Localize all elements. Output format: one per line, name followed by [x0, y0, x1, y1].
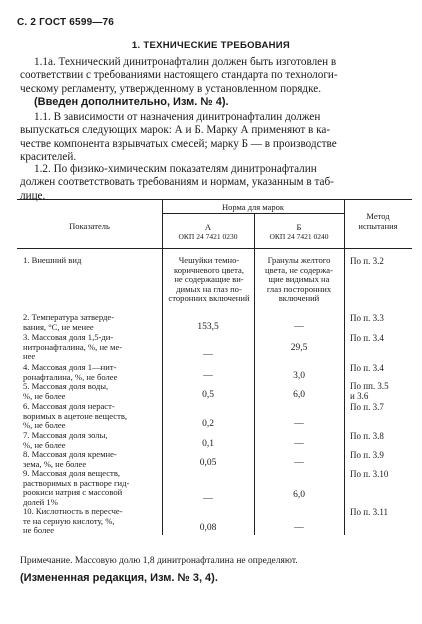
table-cell-grade-b: — [294, 419, 304, 429]
label-line: %, не более [23, 390, 66, 401]
label-line: растворимых в растворе гид- [23, 477, 130, 488]
label-line: нее [23, 351, 36, 362]
label-line: 9. Массовая доля веществ, [23, 468, 121, 478]
label-line: 3. Массовая доля 1,5-ди- [23, 332, 114, 342]
cell-line: коричневого цвета, [174, 264, 244, 275]
table-row-label [23, 450, 117, 469]
header-method-line: Метод [366, 211, 390, 221]
label-line: те на серную кислоту, %, [23, 515, 115, 526]
table-row-label [23, 431, 108, 450]
text-line: соответствии с требованиями настоящего стандарта по технологи- [20, 69, 338, 82]
paragraph-1-1 [20, 111, 402, 165]
amendment-note: (Измененная редакция, Изм. № 3, 4). [20, 572, 218, 584]
label-line: 6. Массовая доля нераст- [23, 401, 115, 411]
text-line: красителей. [20, 151, 77, 164]
table-cell-method: По п. 3.7 [350, 402, 384, 412]
table-header-rule [17, 248, 412, 249]
label-line: нитронафталина, %, не ме- [23, 341, 123, 352]
label-line: зема, %, не более [23, 458, 87, 469]
amendment-note: (Введен дополнительно, Изм. № 4). [34, 96, 229, 109]
cell-line: Гранулы желтого [267, 255, 331, 265]
cell-line: щие видимых на [268, 274, 330, 285]
table-cell-grade-a: — [203, 494, 213, 504]
table-cell-method: По п. 3.4 [350, 363, 384, 373]
table-row-label [23, 507, 123, 536]
label-line: воримых в ацетоне веществ, [23, 410, 128, 421]
table-col-divider [162, 199, 163, 535]
header-grade-a: А [204, 222, 212, 232]
table-cell-grade-a: 0,5 [202, 390, 214, 400]
header-norm: Норма для марок [221, 202, 285, 212]
label-line: 8. Массовая доля кремне- [23, 449, 117, 459]
table-cell-method: По п. 3.2 [350, 256, 384, 266]
cell-line: сторонних включений [168, 293, 250, 304]
table-cell-grade-a: — [203, 350, 213, 360]
table-cell-grade-a: 0,05 [199, 458, 217, 468]
table-footnote: Примечание. Массовую долю 1,8 динитронафталина не определяют. [20, 556, 298, 566]
table-row-label [23, 469, 129, 507]
cell-line: Чешуйки темно- [178, 255, 240, 265]
header-indicator: Показатель [69, 221, 110, 231]
table-cell-grade-b: 6,0 [293, 390, 305, 400]
table-row-label [23, 363, 117, 382]
cell-line: цвета, не содержа- [265, 264, 333, 275]
header-grade-b: Б [296, 222, 302, 232]
header-grade-b-code: ОКП 24 7421 0240 [269, 232, 329, 241]
table-cell-grade-a: 0,1 [202, 439, 214, 449]
table-cell-grade-b: — [294, 439, 304, 449]
table-cell-method: По п. 3.11 [350, 507, 388, 517]
table-cell-grade-b: — [294, 523, 304, 533]
table-cell-grade-a [165, 256, 253, 304]
text-line: честве компонента взрывчатых смесей; марку Б — в производстве [20, 137, 337, 150]
table-cell-grade-b: 3,0 [293, 371, 305, 381]
cell-line: не содержащие ви- [174, 274, 244, 285]
table-cell-grade-b: 29,5 [290, 343, 308, 353]
table-top-rule [17, 199, 412, 200]
table-cell-grade-a: — [203, 371, 213, 381]
text-line: должен соответствовать требованиям и нормам, указанным в таб- [20, 176, 334, 189]
cell-line: димых на глаз по- [176, 283, 242, 294]
header-method [344, 211, 412, 231]
paragraph-1-2 [20, 163, 402, 203]
text-line: ческому регламенту, утвержденному в установленном порядке. [20, 82, 322, 95]
paragraph-1-1a [20, 56, 402, 110]
label-line: не более [23, 525, 55, 536]
method-line: и 3.6 [350, 390, 369, 401]
table-cell-method: По п. 3.4 [350, 333, 384, 343]
label-line: долей 1% [23, 496, 58, 507]
header-grade-a-code: ОКП 24 7421 0230 [178, 232, 238, 241]
table-row-label [23, 333, 122, 362]
label-line: 5. Массовая доля воды, [23, 381, 109, 391]
table-row-label [23, 402, 127, 431]
text-line: 1.2. По физико-химическим показателям динитронафталин [34, 163, 317, 175]
table-cell-grade-a: 153,5 [197, 322, 219, 332]
table-cell-method [350, 382, 389, 401]
table-row-label: 1. Внешний вид [23, 255, 82, 265]
method-line: По пп. 3.5 [350, 381, 389, 391]
label-line: ронафталина, %, не более [23, 371, 118, 382]
table-cell-grade-b: 6,0 [293, 490, 305, 500]
requirements-table [17, 199, 412, 539]
section-title: 1. ТЕХНИЧЕСКИЕ ТРЕБОВАНИЯ [131, 40, 291, 51]
table-cell-method: По п. 3.3 [350, 313, 384, 323]
label-line: 4. Массовая доля 1—нит- [23, 362, 117, 372]
text-line: 1.1. В зависимости от назначения динитронафталин должен [34, 111, 321, 123]
text-line: 1.1а. Технический динитронафталин должен быть изготовлен в [34, 56, 337, 68]
table-cell-grade-b [256, 256, 342, 304]
table-cell-grade-b: — [294, 322, 304, 332]
label-line: вания, °С, не менее [23, 321, 94, 332]
table-row-label [23, 313, 114, 332]
page-header: С. 2 ГОСТ 6599—76 [17, 17, 115, 28]
label-line: роокиси натрия с массовой [23, 487, 123, 498]
text-line: выпускаться следующих марок: А и Б. Марку А применяют в ка- [20, 124, 331, 137]
text-line: лице. [20, 189, 46, 202]
header-method-line: испытания [358, 221, 398, 231]
table-col-divider [344, 199, 345, 535]
label-line: %, не более [23, 420, 66, 431]
label-line: 2. Температура затверде- [23, 312, 115, 322]
table-cell-grade-a: 0,08 [199, 523, 217, 533]
table-cell-grade-a: 0,2 [202, 419, 214, 429]
label-line: 10. Кислотность в пересче- [23, 506, 123, 516]
table-cell-method: По п. 3.9 [350, 450, 384, 460]
label-line: 7. Массовая доля золы, [23, 430, 108, 440]
label-line: %, не более [23, 439, 66, 450]
table-norm-rule [162, 213, 344, 214]
cell-line: включений [278, 293, 320, 304]
table-row-label [23, 382, 108, 401]
table-cell-method: По п. 3.8 [350, 431, 384, 441]
cell-line: глаз посторонних [266, 283, 332, 294]
table-cell-grade-b: — [294, 458, 304, 468]
table-cell-method: По п. 3.10 [350, 469, 389, 479]
